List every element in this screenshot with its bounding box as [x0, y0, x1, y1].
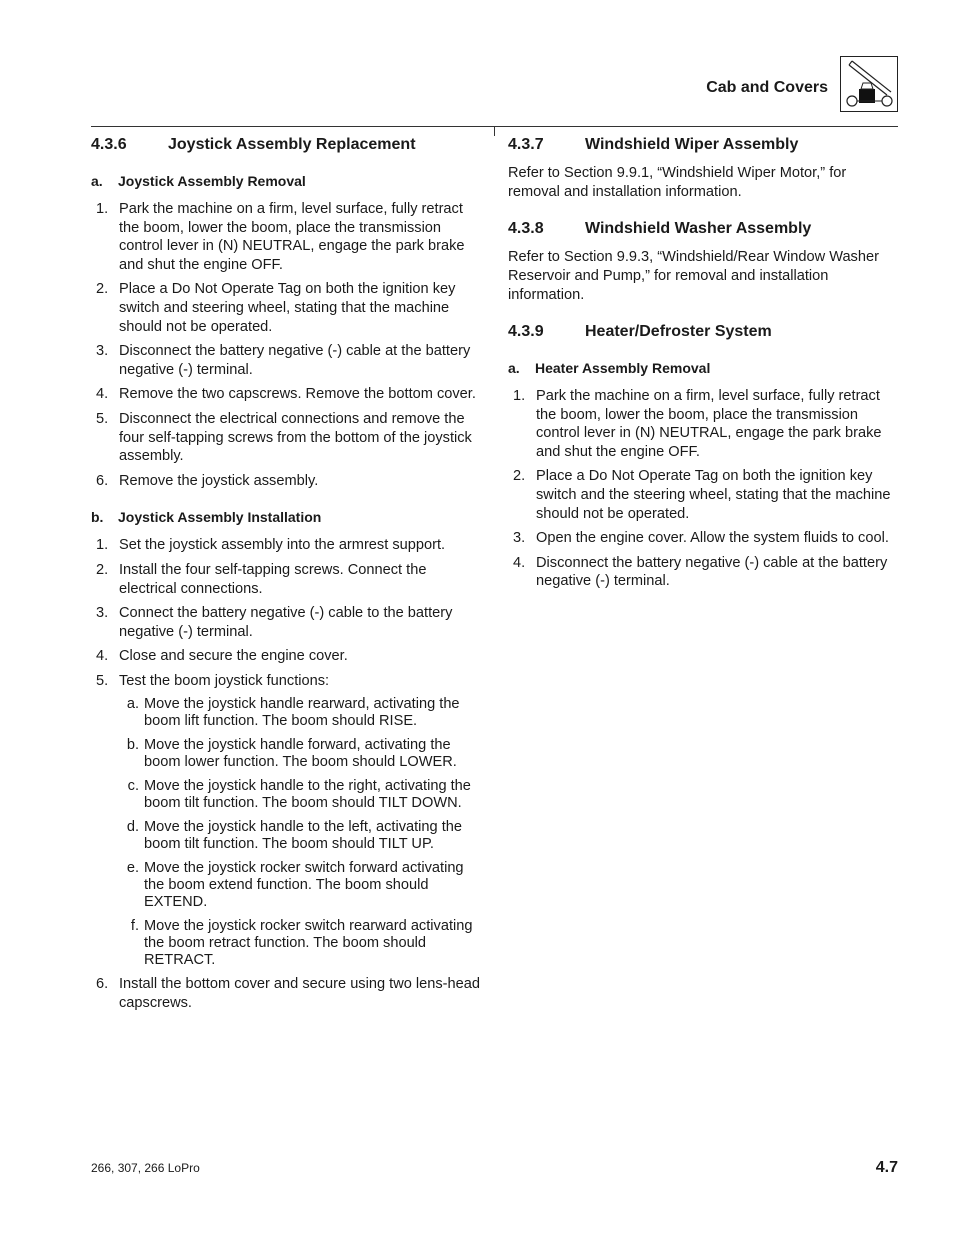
installation-steps [91, 536, 483, 1012]
list-item: c. Move the joystick handle to the right, activating the boom tilt function. The boom should TILT DOWN. [127, 778, 471, 812]
list-item: 2. Place a Do Not Operate Tag on both the ignition key switch and the steering wheel, stating that the machine should not be operated. [513, 468, 891, 522]
header-title: Cab and Covers [706, 79, 828, 96]
list-item: 2. Install the four self-tapping screws. Connect the electrical connections. [96, 561, 427, 597]
list-item: 3. Disconnect the battery negative (-) cable at the battery negative (-) terminal. [96, 343, 471, 378]
subheading-title: Joystick Assembly Removal [118, 173, 306, 189]
subheading-installation [91, 508, 483, 526]
column-divider [494, 126, 495, 136]
list-item: d. Move the joystick handle to the left, activating the boom tilt function. The boom should TILT UP. [126, 819, 462, 853]
list-item: 5. Test the boom joystick functions: a. Move the joystick handle rearward, activating the boom lift function. The boom should RISE. b. Move the joystick handle forward, activating the boom lower function. The boom should LOWER. c. Move the joystick handle to the right, activating the boom tilt function. The boom should TILT DOWN. d. Move the joystick handle to the left, activating the boom tilt function. The boom should TILT UP. e. Move the joystick rocker switch forward activating the boom extend function. The boom should EXTEND. f. Move the joystick rocker switch rearward activating the boom retract function. The boom should RETRACT. [91, 672, 483, 970]
list-item: 5. Disconnect the electrical connections and remove the four self-tapping screws from the bottom of the joystick assembly. [96, 410, 472, 465]
heater-removal-steps [508, 387, 900, 591]
list-item: 3. Connect the battery negative (-) cable to the battery negative (-) terminal. [96, 605, 453, 640]
wiper-paragraph: Refer to Section 9.9.1, “Windshield Wiper Motor,” for removal and installation information. [508, 165, 847, 200]
list-item: 1. Park the machine on a firm, level surface, fully retract the boom, lower the boom, place the transmission control lever in (N) NEUTRAL, engage the park brake and shut the engine OFF. [96, 201, 465, 273]
section-heading-4-3-6 [91, 135, 483, 155]
subheading-heater-removal [508, 359, 900, 377]
subheading-letter: a. [508, 360, 520, 376]
section-number: 4.3.8 [508, 220, 544, 237]
subheading-letter: b. [91, 509, 104, 526]
boom-function-tests [119, 696, 483, 969]
list-item: 6. Remove the joystick assembly. [96, 472, 319, 489]
section-title: Windshield Wiper Assembly [585, 136, 799, 153]
subheading-removal [91, 172, 483, 190]
list-item: f. Move the joystick rocker switch rearward activating the boom retract function. The boom should RETRACT. [130, 918, 473, 969]
left-column [91, 135, 483, 1013]
removal-steps [91, 200, 483, 490]
subheading-letter: a. [91, 173, 103, 189]
section-number: 4.3.6 [91, 136, 127, 153]
section-heading-4-3-7 [508, 135, 900, 155]
section-number: 4.3.9 [508, 323, 544, 340]
list-item: a. Move the joystick handle rearward, activating the boom lift function. The boom should RISE. [126, 696, 460, 730]
section-title: Windshield Washer Assembly [585, 220, 812, 237]
section-number: 4.3.7 [508, 136, 544, 153]
telehandler-boom-icon [840, 56, 898, 112]
list-item: 2. Place a Do Not Operate Tag on both the ignition key switch and steering wheel, stating that the machine should not be operated. [96, 281, 456, 335]
right-column [508, 135, 900, 591]
list-item: 4. Disconnect the battery negative (-) cable at the battery negative (-) terminal. [513, 554, 888, 590]
section-heading-4-3-9 [508, 322, 900, 342]
list-item: 4. Remove the two capscrews. Remove the bottom cover. [96, 386, 476, 403]
list-item: 1. Park the machine on a firm, level surface, fully retract the boom, lower the boom, place the transmission control lever in (N) NEUTRAL, engage the park brake and shut the engine OFF. [513, 388, 882, 460]
section-heading-4-3-8 [508, 219, 900, 239]
subheading-title: Joystick Assembly Installation [118, 509, 322, 526]
list-item: b. Move the joystick handle forward, activating the boom lower function. The boom should LOWER. [126, 737, 457, 771]
section-title: Heater/Defroster System [585, 323, 772, 340]
list-item: 6. Install the bottom cover and secure using two lens-head capscrews. [96, 976, 480, 1012]
footer-models: 266, 307, 266 LoPro [91, 1161, 200, 1175]
list-item: 4. Close and secure the engine cover. [96, 648, 348, 665]
page-number: 4.7 [875, 1159, 898, 1176]
washer-paragraph: Refer to Section 9.9.3, “Windshield/Rear Window Washer Reservoir and Pump,” for removal and installation information. [508, 249, 879, 303]
list-item: 3. Open the engine cover. Allow the system fluids to cool. [513, 530, 889, 547]
list-item: e. Move the joystick rocker switch forward activating the boom extend function. The boom should EXTEND. [126, 860, 464, 911]
section-title: Joystick Assembly Replacement [168, 136, 416, 153]
list-item: 1. Set the joystick assembly into the armrest support. [96, 537, 446, 554]
subheading-title: Heater Assembly Removal [535, 360, 711, 376]
